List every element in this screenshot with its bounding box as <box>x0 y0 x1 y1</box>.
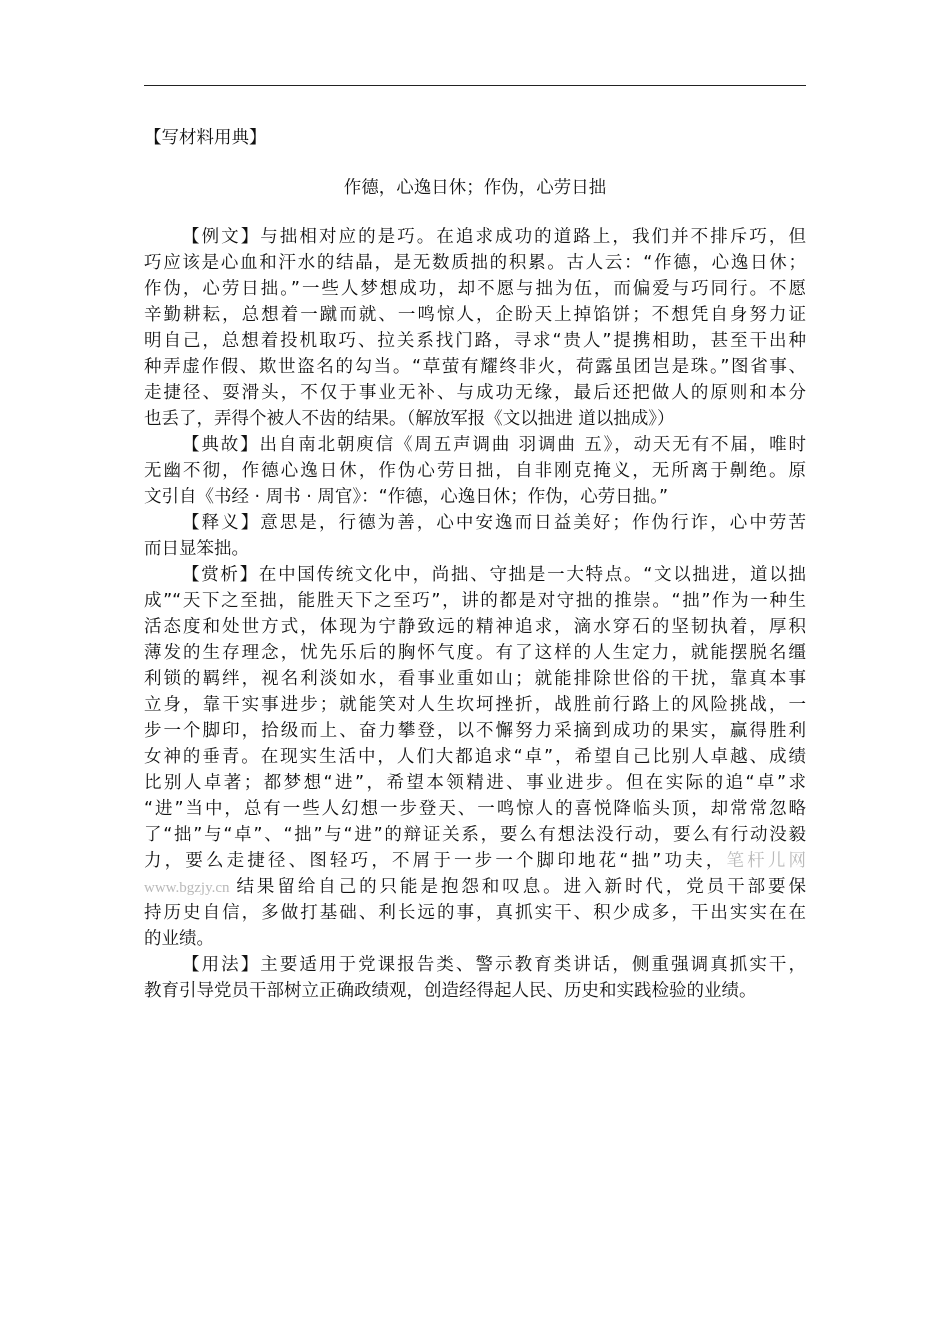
text-line: 无幽不彻，作德心逸日休，作伪心劳日拙，自非刚克掩义，无所离于劓绝。原 <box>144 461 806 481</box>
top-divider-line <box>144 85 806 86</box>
text-line: “进”当中，总有一些人幻想一步登天、一鸣惊人的喜悦降临头顶，却常常忽略 <box>144 799 806 819</box>
text-line: 教育引导党员干部树立正确政绩观，创造经得起人民、历史和实践检验的业绩。 <box>144 981 757 1001</box>
text-line: 持历史自信，多做打基础、利长远的事，真抓实干、积少成多，干出实实在在 <box>144 903 806 923</box>
text-line: 的业绩。 <box>144 929 214 949</box>
text-line: 成”“天下之至拙，能胜天下之至巧”，讲的都是对守拙的推崇。“拙”作为一种生 <box>144 591 806 611</box>
text-line: 明自己，总想着投机取巧、拉关系找门路，寻求“贵人”提携相助，甚至干出种 <box>144 331 806 351</box>
watermark-url: www.bgzjy.cn <box>144 880 230 896</box>
text-line: 比别人卓著；都梦想“进”，希望本领精进、事业进步。但在实际的追“卓”求 <box>144 773 806 793</box>
text-segment: 结果留给自己的只能是抱怨和叹息。进入新时代，党员干部要保 <box>233 877 806 897</box>
text-line: 走捷径、耍滑头，不仅于事业无补、与成功无缘，最后还把做人的原则和本分 <box>144 383 806 403</box>
text-line-with-watermark <box>144 848 806 874</box>
page-title: 作德，心逸日休；作伪，心劳日拙 <box>343 178 607 198</box>
text-line: 利锁的羁绊，视名利淡如水，看事业重如山；就能排除世俗的干扰，靠真本事 <box>144 669 806 689</box>
text-line: 薄发的生存理念，忧先乐后的胸怀气度。有了这样的人生定力，就能摆脱名缰 <box>144 643 806 663</box>
text-line: 辛勤耕耘，总想着一蹴而就、一鸣惊人，企盼天上掉馅饼；不想凭自身努力证 <box>144 305 806 325</box>
paragraph-example <box>144 224 806 432</box>
text-line-with-watermark <box>144 874 806 900</box>
text-segment: 力，要么走捷径、图轻巧，不屑于一步一个脚印地花“拙”功夫， <box>144 851 727 871</box>
text-line: 步一个脚印，拾级而上、奋力攀登，以不懈努力采摘到成功的果实，赢得胜利 <box>144 721 806 741</box>
text-line: 【用法】主要适用于党课报告类、警示教育类讲话，侧重强调真抓实干， <box>182 955 806 975</box>
text-line: 立身，靠干实事进步；就能笑对人生坎坷挫折，战胜前行路上的风险挑战，一 <box>144 695 806 715</box>
text-line: 【典故】出自南北朝庾信《周五声调曲 羽调曲 五》，动天无有不届，唯时 <box>182 435 806 455</box>
text-line: 而日显笨拙。 <box>144 539 249 559</box>
text-line: 【例文】与拙相对应的是巧。在追求成功的道路上，我们并不排斥巧，但 <box>182 227 806 247</box>
text-line: 【赏析】在中国传统文化中，尚拙、守拙是一大特点。“文以拙进，道以拙 <box>182 565 806 585</box>
text-line: 【释义】意思是，行德为善，心中安逸而日益美好；作伪行诈，心中劳苦 <box>182 513 806 533</box>
paragraph-origin <box>144 432 806 510</box>
paragraph-analysis <box>144 562 806 952</box>
text-line: 也丢了，弄得个被人不齿的结果。（解放军报《文以拙进 道以拙成》） <box>144 409 675 429</box>
document-body <box>144 224 806 1004</box>
text-line: 种弄虚作假、欺世盗名的勾当。“草萤有耀终非火，荷露虽团岂是珠。”图省事、 <box>144 357 806 377</box>
text-line: 了“拙”与“卓”、“拙”与“进”的辩证关系，要么有想法没行动，要么有行动没毅 <box>144 825 806 845</box>
paragraph-meaning <box>144 510 806 562</box>
watermark-text: 笔杆儿网 <box>726 851 807 871</box>
paragraph-usage <box>144 952 806 1004</box>
text-line: 巧应该是心血和汗水的结晶，是无数质拙的积累。古人云：“作德，心逸日休； <box>144 253 806 273</box>
section-label: 【写材料用典】 <box>144 128 267 148</box>
text-line: 女神的垂青。在现实生活中，人们大都追求“卓”，希望自己比别人卓越、成绩 <box>144 747 806 767</box>
text-line: 活态度和处世方式，体现为宁静致远的精神追求，滴水穿石的坚韧执着，厚积 <box>144 617 806 637</box>
text-line: 文引自《书经 · 周书 · 周官》：“作德，心逸日休；作伪，心劳日拙。” <box>144 487 669 507</box>
text-line: 作伪，心劳日拙。”一些人梦想成功，却不愿与拙为伍，而偏爱与巧同行。不愿 <box>144 279 806 299</box>
